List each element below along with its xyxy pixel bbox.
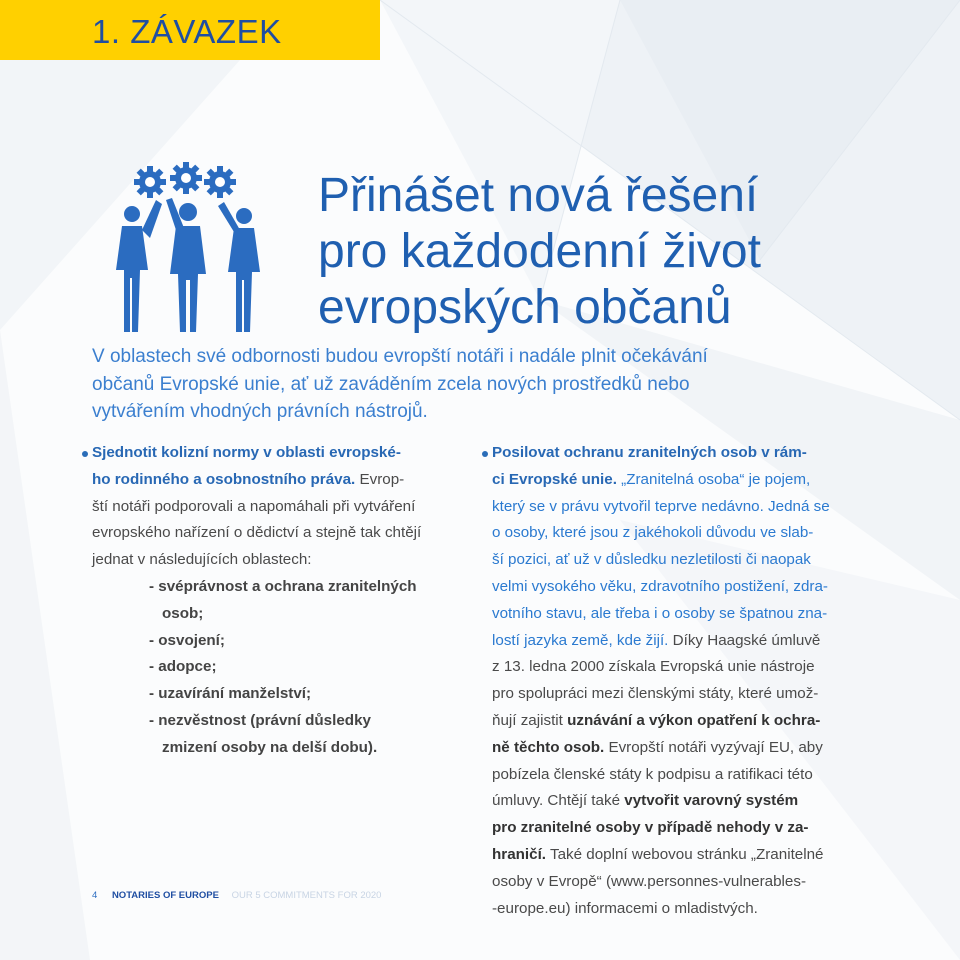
text-line: ší pozici, ať už v důsledku nezletilosti či naopak	[492, 551, 811, 569]
text-line	[492, 735, 872, 762]
text-span: Díky Haagské úmluvě	[668, 631, 821, 649]
text-line	[492, 708, 872, 735]
chapter-title: 1. ZÁVAZEK	[92, 13, 282, 50]
text-span: úmluvy. Chtějí také	[492, 792, 625, 810]
chapter-banner	[0, 0, 380, 60]
intro-line: občanů Evropské unie, ať už zaváděním zcela nových prostředků nebo	[92, 373, 690, 395]
list-item: - adopce;	[149, 658, 217, 676]
text-line: který se v právu vytvořil teprve nedávno. Jedná se	[492, 497, 830, 515]
headline	[318, 168, 938, 336]
bold-span: ně těchto osob.	[492, 738, 605, 756]
text-line	[492, 628, 872, 655]
text-line: pobízela členské státy k podpisu a ratifikaci této	[492, 765, 813, 783]
bold-span: hraničí.	[492, 845, 547, 863]
footer-brand: NOTARIES OF EUROPE	[111, 890, 219, 901]
text-span: „Zranitelná osoba“ je pojem,	[616, 470, 811, 488]
list-item: - svéprávnost a ochrana zranitelných	[149, 577, 417, 595]
text-span: ňují zajistit	[492, 711, 568, 729]
bullet-heading: Sjednotit kolizní normy v oblasti evropské-	[92, 440, 472, 467]
headline-line: Přinášet nová řešení	[318, 169, 759, 222]
text-line: osoby v Evropě“ (www.personnes-vulnerables-	[492, 872, 807, 890]
right-column	[492, 440, 872, 922]
bullet-heading-end: ci Evropské unie.	[492, 470, 617, 488]
body-line: jednat v následujících oblastech:	[92, 551, 312, 569]
bullet-heading: Posilovat ochranu zranitelných osob v rám-	[492, 440, 872, 467]
text-line: -europe.eu) informacemi o mladistvých.	[492, 899, 758, 917]
list-item-cont: osob;	[162, 604, 204, 622]
body-line: ští notáři podporovali a napomáhali při vytváření	[92, 497, 416, 515]
bold-span: uznávání a výkon opatření k ochra-	[567, 711, 821, 729]
text-line: pro spolupráci mezi členskými státy, které umož-	[492, 685, 819, 703]
left-column	[92, 440, 472, 762]
text-span: Také doplní webovou stránku „Zranitelné	[546, 845, 824, 863]
footer-subtitle: OUR 5 COMMITMENTS FOR 2020	[231, 890, 382, 901]
text-line: o osoby, které jsou z jakéhokoli důvodu ve slab-	[492, 524, 814, 542]
list-item-cont: zmizení osoby na delší dobu).	[162, 738, 378, 756]
bullet-heading-end: ho rodinného a osobnostního práva.	[92, 470, 356, 488]
intro-line: V oblastech své odbornosti budou evropští notáři i nadále plnit očekávání	[92, 346, 708, 367]
bullet-heading-cont	[92, 467, 472, 494]
body-text: Evrop-	[355, 470, 405, 488]
headline-line: evropských občanů	[318, 281, 732, 334]
text-line	[492, 467, 872, 494]
headline-line: pro každodenní život	[318, 225, 761, 278]
text-span: Evropští notáři vyzývají EU, aby	[604, 738, 823, 756]
intro-line: vytvářením vhodných právních nástrojů.	[92, 401, 428, 422]
list-item: - nezvěstnost (právní důsledky	[149, 711, 371, 729]
people-with-gears-icon	[104, 160, 276, 332]
body-line: evropského nařízení o dědictví a stejně tak chtějí	[92, 524, 422, 542]
text-span: lostí jazyka země, kde žijí.	[492, 631, 669, 649]
text-line: z 13. ledna 2000 získala Evropská unie nástroje	[492, 658, 815, 676]
page-number: 4	[92, 890, 98, 901]
page-footer	[92, 890, 381, 901]
text-line: votního stavu, ale třeba i o osoby se špatnou zna-	[492, 604, 828, 622]
bold-span: vytvořit varovný systém	[624, 792, 799, 810]
text-line: pro zranitelné osoby v případě nehody v za-	[492, 819, 809, 837]
intro-paragraph	[92, 343, 872, 426]
text-line	[492, 788, 872, 815]
list-item: - uzavírání manželství;	[149, 685, 312, 703]
text-line	[492, 842, 872, 869]
text-line: velmi vysokého věku, zdravotního postižení, zdra-	[492, 577, 828, 595]
list-item: - osvojení;	[149, 631, 225, 649]
